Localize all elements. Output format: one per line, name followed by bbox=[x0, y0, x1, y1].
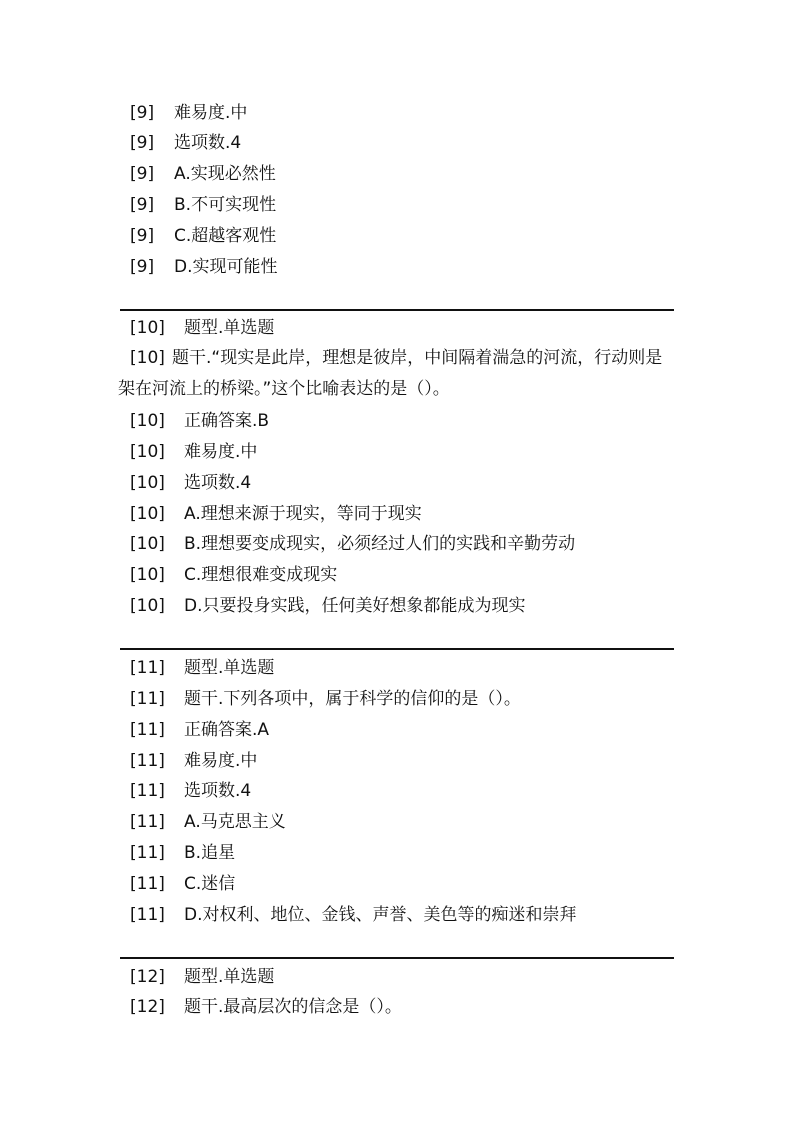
question-divider bbox=[120, 309, 674, 311]
q10-difficulty: [10] 难易度.中 bbox=[130, 442, 258, 462]
q11-stem: [11] 题干.下列各项中，属于科学的信仰的是（）。 bbox=[130, 689, 521, 709]
q11-option-a: [11] A.马克思主义 bbox=[130, 812, 286, 832]
q12-stem: [12] 题干.最高层次的信念是（）。 bbox=[130, 997, 402, 1017]
q9-option-c: [9] C.超越客观性 bbox=[130, 226, 277, 246]
q10-type: [10] 题型.单选题 bbox=[130, 318, 275, 338]
q11-difficulty: [11] 难易度.中 bbox=[130, 751, 258, 771]
q10-option-b: [10] B.理想要变成现实，必须经过人们的实践和辛勤劳动 bbox=[130, 534, 576, 554]
q9-option-d: [9] D.实现可能性 bbox=[130, 257, 278, 277]
q10-answer: [10] 正确答案.B bbox=[130, 411, 270, 431]
q9-difficulty: [9] 难易度.中 bbox=[130, 103, 248, 123]
question-divider bbox=[120, 648, 674, 650]
q10-option-c: [10] C.理想很难变成现实 bbox=[130, 565, 338, 585]
q10-option-d: [10] D.只要投身实践，任何美好想象都能成为现实 bbox=[130, 596, 526, 616]
q9-option-b: [9] B.不可实现性 bbox=[130, 195, 277, 215]
q9-option-count: [9] 选项数.4 bbox=[130, 133, 242, 153]
q11-option-c: [11] C.迷信 bbox=[130, 874, 236, 894]
q9-option-a: [9] A.实现必然性 bbox=[130, 164, 276, 184]
q11-option-count: [11] 选项数.4 bbox=[130, 781, 252, 801]
q10-option-count: [10] 选项数.4 bbox=[130, 473, 252, 493]
question-divider bbox=[120, 957, 674, 959]
q11-answer: [11] 正确答案.A bbox=[130, 720, 270, 740]
q10-option-a: [10] A.理想来源于现实，等同于现实 bbox=[130, 504, 422, 524]
q11-option-d: [11] D.对权利、地位、金钱、声誉、美色等的痴迷和崇拜 bbox=[130, 905, 577, 925]
q11-option-b: [11] B.追星 bbox=[130, 843, 236, 863]
q10-stem: [10] 题干.“现实是此岸，理想是彼岸，中间隔着湍急的河流，行动则是架在河流上的桥梁。”这个比喻表达的是（）。 bbox=[118, 348, 663, 399]
q11-type: [11] 题型.单选题 bbox=[130, 658, 275, 678]
q12-type: [12] 题型.单选题 bbox=[130, 967, 275, 987]
